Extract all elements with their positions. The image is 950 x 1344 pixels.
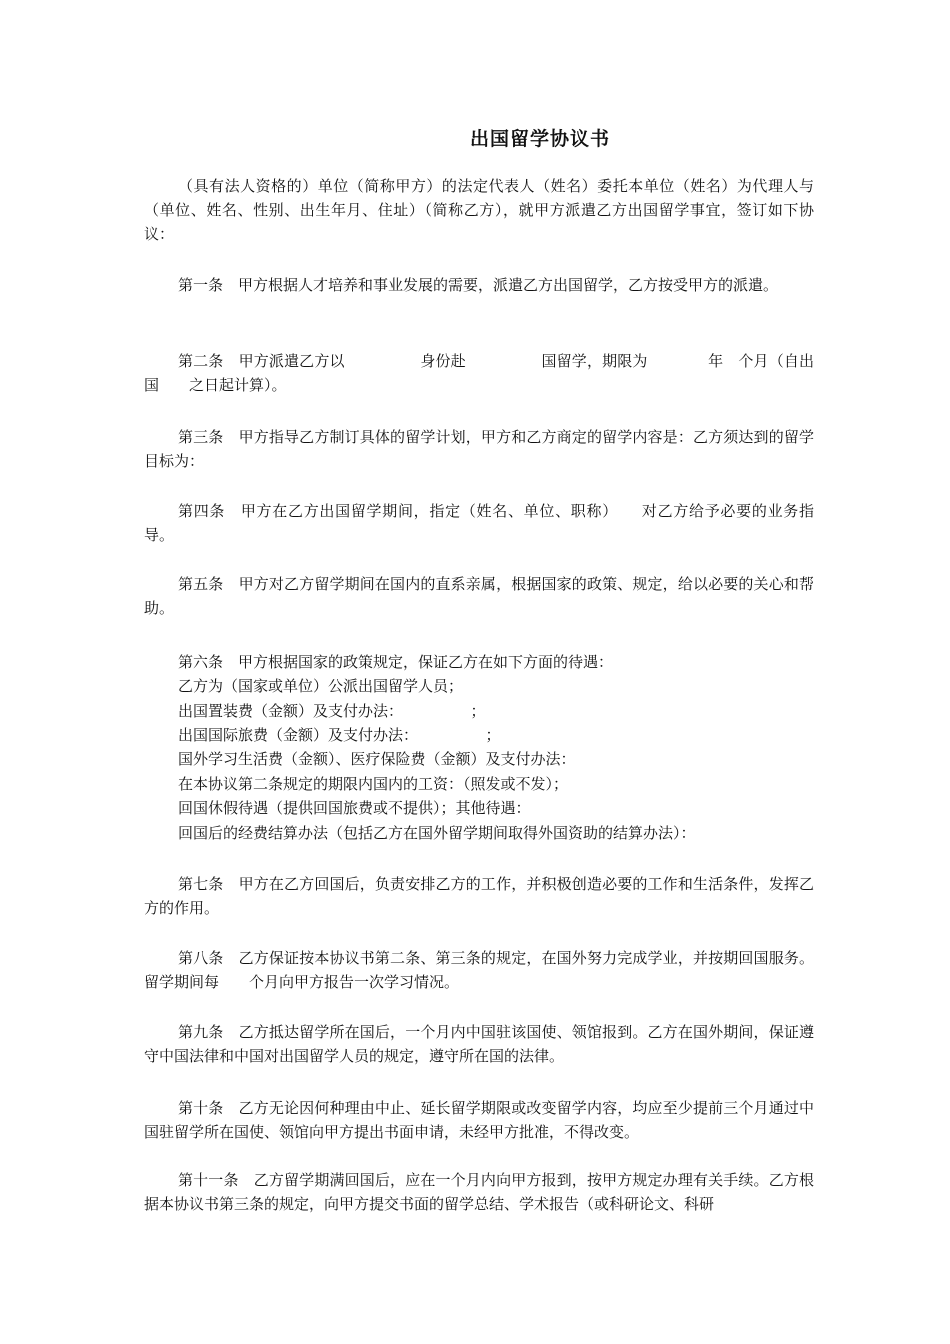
article-8: 第八条 乙方保证按本协议书第二条、第三条的规定，在国外努力完成学业，并按期回国服务。留学期间每 个月向甲方报告一次学习情况。 [144, 949, 814, 991]
article-6-line: 回国休假待遇（提供回国旅费或不提供）；其他待遇： [178, 799, 531, 817]
article-6-line: 出国置装费（金额）及支付办法： ； [178, 702, 486, 720]
intro-paragraph: （具有法人资格的）单位（简称甲方）的法定代表人（姓名）委托本单位（姓名）为代理人与（单位、姓名、性别、出生年月、住址）（简称乙方），就甲方派遣乙方出国留学事宜，签订如下协议： [144, 177, 814, 243]
article-6-line: 第六条 甲方根据国家的政策规定，保证乙方在如下方面的待遇： [178, 653, 614, 671]
article-7: 第七条 甲方在乙方回国后，负责安排乙方的工作，并积极创造必要的工作和生活条件，发挥乙方的作用。 [144, 875, 814, 917]
article-10: 第十条 乙方无论因何种理由中止、延长留学期限或改变留学内容，均应至少提前三个月通过中国驻留学所在国使、领馆向甲方提出书面申请，未经甲方批准，不得改变。 [144, 1099, 814, 1141]
article-6-line: 乙方为（国家或单位）公派出国留学人员； [178, 677, 464, 695]
article-1: 第一条 甲方根据人才培养和事业发展的需要，派遣乙方出国留学，乙方按受甲方的派遣。 [178, 276, 779, 294]
article-2: 第二条 甲方派遣乙方以 身份赴 国留学，期限为 年 个月（自出国 之日起计算）。 [144, 352, 814, 394]
article-6-line: 国外学习生活费（金额）、医疗保险费（金额）及支付办法： [178, 750, 576, 768]
article-6-line: 出国国际旅费（金额）及支付办法： ； [178, 726, 501, 744]
document-title: 出国留学协议书 [469, 128, 610, 150]
article-6-line: 回国后的经费结算办法（包括乙方在国外留学期间取得外国资助的结算办法）： [178, 824, 696, 842]
article-9: 第九条 乙方抵达留学所在国后，一个月内中国驻该国使、领馆报到。乙方在国外期间，保证遵守中国法律和中国对出国留学人员的规定，遵守所在国的法律。 [144, 1023, 814, 1065]
article-4: 第四条 甲方在乙方出国留学期间，指定（姓名、单位、职称） 对乙方给予必要的业务指导。 [144, 502, 814, 544]
article-11: 第十一条 乙方留学期满回国后，应在一个月内向甲方报到，按甲方规定办理有关手续。乙方根据本协议书第三条的规定，向甲方提交书面的留学总结、学术报告（或科研论文、科研 [144, 1171, 814, 1213]
article-3: 第三条 甲方指导乙方制订具体的留学计划，甲方和乙方商定的留学内容是：乙方须达到的留学目标为： [144, 428, 814, 470]
article-5: 第五条 甲方对乙方留学期间在国内的直系亲属，根据国家的政策、规定，给以必要的关心和帮助。 [144, 575, 814, 617]
article-6-line: 在本协议第二条规定的期限内国内的工资：（照发或不发）； [178, 775, 569, 793]
